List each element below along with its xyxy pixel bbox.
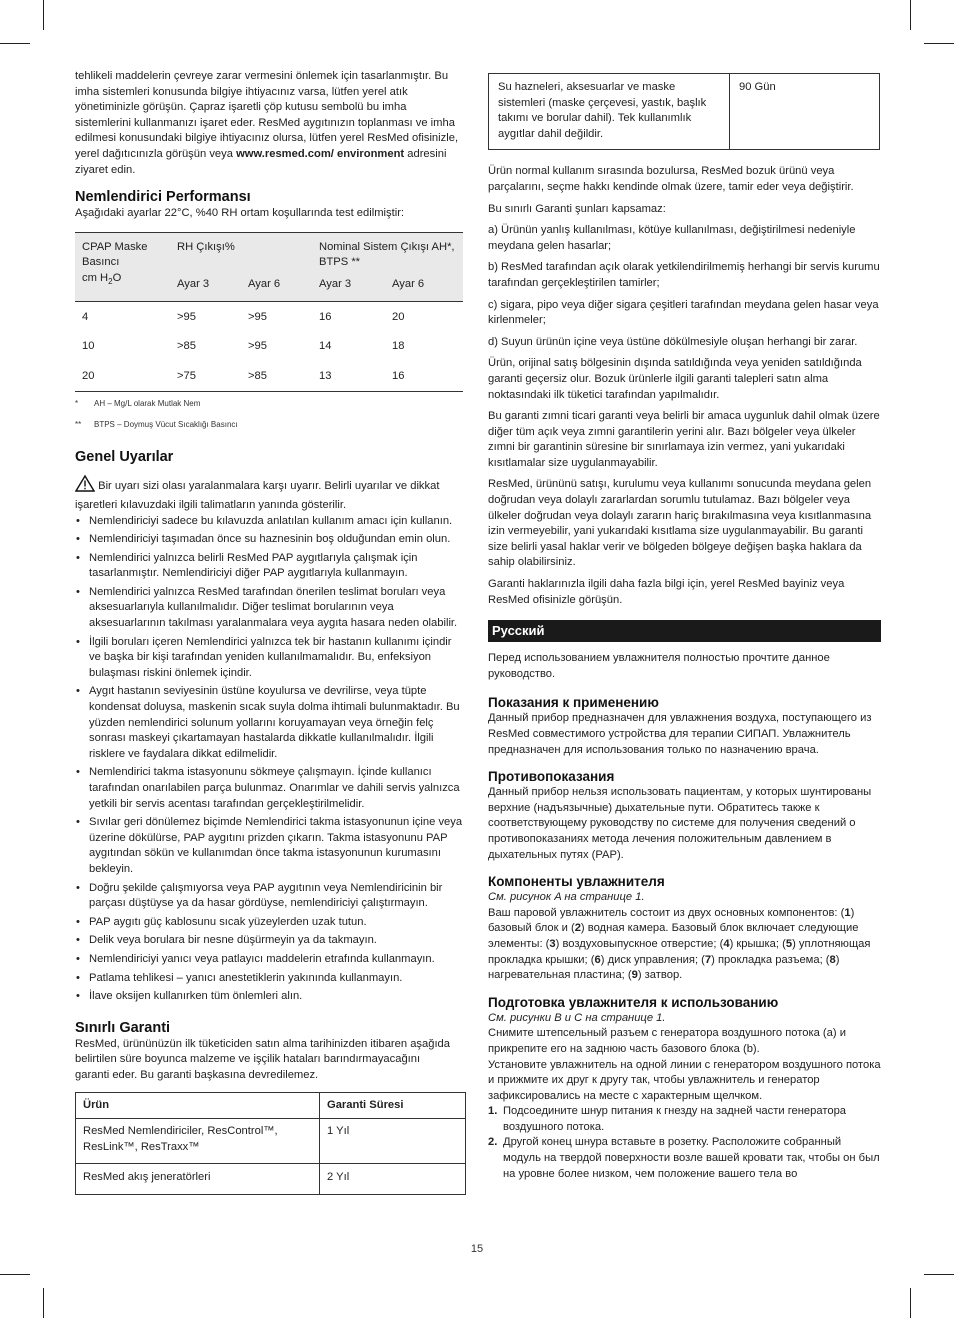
table-cell: 14 [319, 340, 332, 353]
list-item: • Patlama tehlikesi – yanıcı anestetiklerin yakınında kullanmayın. [75, 971, 465, 987]
crop-mark [0, 43, 30, 44]
warranty-table [75, 1092, 466, 1195]
list-item: • Aygıt hastanın seviyesinin üstüne koyulursa ve devrilirse, veya tüpte kondensat doluysa, maskenin sıcak suyla dolma ihtimali bulunmaktadır. Bu yüzden nemlendirici solunum yollarını koruyamayan veya örneğin felç sonrası maskeyi çıkartamayan hastalarda dikkatle kullanılmalıdır. İlgili risklere ve faydalara dikkat edilmelidir. [75, 684, 465, 762]
list-item: • Nemlendirici yalnızca belirli ResMed PAP aygıtlarıyla çalışmak için tasarlanmıştır. Nemlendiriciyi diğer PAP aygıtlarıyla kullanmayın. [75, 551, 465, 582]
warning-triangle-icon [75, 475, 95, 498]
table-cell: 18 [392, 340, 405, 353]
paragraph: Ürün, orijinal satış bölgesinin dışında satıldığında veya yeniden satıldığında garanti geçersiz olur. Bozuk ürünlerle ilgili garanti talepleri satın alma noktasındaki ilk tüketici tarafından yapılmalıdır. [488, 357, 862, 401]
warranty-heading: Sınırlı Garanti [75, 1019, 171, 1036]
list-item: • Nemlendiriciyi sadece bu kılavuzda anlatılan kullanım amacı için kullanın. [75, 514, 465, 530]
paragraph: Ürün normal kullanım sırasında bozulursa, ResMed bozuk ürünü veya parçalarını, seçme hakkı kendinde olmak üzere, tamir eder veya değiştirir. [488, 165, 854, 193]
table-cell: 4 [75, 301, 170, 331]
warnings-intro: Bir uyarı sizi olası yaralanmalara karşı uyarır. Belirli uyarılar ve dikkat işaretleri kılavuzdaki ilgili talimatların yanında gösterilir. [75, 475, 465, 513]
paragraph: c) sigara, pipo veya diğer sigara çeşitleri tarafından meydana gelen hasar veya kirlenmeler; [488, 298, 879, 327]
performance-subtitle: Aşağıdaki ayarlar 22°C, %40 RH ortam koşullarında test edilmiştir: [75, 207, 405, 220]
performance-table [75, 232, 463, 393]
paragraph: d) Suyun ürünün içine veya üstüne dökülmesiyle oluşan herhangi bir zarar. [488, 335, 858, 348]
table-row [75, 301, 463, 331]
crop-mark [924, 1274, 954, 1275]
warranty-table-continued [488, 73, 880, 150]
table-cell: ResMed Nemlendiriciler, ResControl™, ResLink™, ResTraxx™ [76, 1119, 320, 1164]
crop-mark [910, 1288, 911, 1318]
crop-mark [924, 43, 954, 44]
paragraph: Bu garanti zımni ticari garanti veya belirli bir amaca uygunluk dahil olmak üzere diğer tüm açık veya zımni garantilerin yerini alır. Bazı bölgeler veya ülkeler zımni bir garantinin süresine bir sınırlamaya izin vermez, yani yukarıdaki kısıtlamalar size uygulanmayabilir. [488, 410, 880, 469]
subheader-cell: Ayar 3 [319, 277, 352, 290]
table-cell: 2 Yıl [320, 1164, 466, 1195]
table-cell: >95 [170, 301, 241, 331]
intro-tail: adresini ziyaret edin. [75, 147, 447, 176]
table-cell: 10 [82, 340, 95, 353]
table-row [75, 361, 463, 392]
list-item: 1. Подсоедините шнур питания к гнезду на задней части генератора воздушного потока. [488, 1105, 847, 1133]
list-item: 2. Другой конец шнура вставьте в розетку. Расположите собранный модуль на твердой поверхности возле вашей кровати так, чтобы он был на уровне более низком, чем положение вашего тела во [488, 1136, 880, 1180]
table-cell: >85 [241, 361, 312, 392]
components-heading: Компоненты увлажнителя [488, 874, 665, 890]
table-cell: 13 [312, 361, 385, 392]
indications-heading: Показания к применению [488, 695, 659, 711]
list-item: • Sıvılar geri dönülemez biçimde Nemlendirici takma istasyonunun içine veya üzerine dökülürse, PAP aygıtını prizden çıkarın. Takma istasyonunu PAP aygıtından sökün ve kullanımdan önce takma istasyonunun kurumasını bekleyin. [75, 815, 465, 877]
preparation-text: Установите увлажнитель на одной линии с генератором воздушного потока и прижмите их друг к другу так, чтобы увлажнитель и генератор зафиксировались на месте с характерным щелчком. [488, 1058, 881, 1102]
subheader-cell: Ayar 6 [392, 277, 425, 290]
russian-intro: Перед использованием увлажнителя полностью прочтите данное руководство. [488, 652, 830, 680]
list-item: • Nemlendirici yalnızca ResMed tarafından önerilen teslimat boruları veya aksesuarlarıyla kullanılmalıdır. Diğer teslimat borularının veya aksesuarlarının takılması yaralanmalara veya aygıta hasara neden olabilir. [75, 585, 465, 632]
table-row [76, 1164, 466, 1195]
crop-mark [43, 0, 44, 30]
page-number: 15 [470, 1243, 484, 1255]
list-item: • İlgili boruları içeren Nemlendirici yalnızca tek bir hastanın kullanımı içindir ve başka bir kişi tarafından yeniden kullanılmamalıdır. Bu, enfeksiyon bulaşması riskini önlemek içindir. [75, 635, 465, 682]
table-cell: >75 [170, 361, 241, 392]
paragraph: Garanti haklarınızla ilgili daha fazla bilgi için, yerel ResMed bayiniz veya ResMed ofisinizle görüşün. [488, 578, 845, 606]
table-cell: Su hazneleri, aksesuarlar ve maske sistemleri (maske çerçevesi, yastık, başlık takımı ve borular dahil). Tek kullanımlık aygıtlar dahil değildir. [489, 74, 730, 150]
pressure-header: CPAP Maske Basıncı cm $H_2O$ [75, 232, 170, 301]
table-cell: ResMed akış jeneratörleri [76, 1164, 320, 1195]
table-cell: >95 [241, 301, 312, 331]
rh-output-header: RH Çıkışı% [170, 232, 312, 271]
crop-mark [43, 1288, 44, 1318]
warranty-header-row [76, 1092, 466, 1119]
warnings-heading: Genel Uyarılar [75, 449, 174, 466]
performance-header-row [75, 232, 463, 271]
list-item: • PAP aygıtı güç kablosunu sıcak yüzeylerden uzak tutun. [75, 915, 465, 931]
footnote-btps: ** BTPS – Doymuş Vücut Sıcaklığı Basıncı [75, 420, 238, 430]
language-band-russian: Русский [488, 620, 881, 642]
table-cell: 16 [312, 301, 385, 331]
subheader-cell: Ayar 6 [248, 277, 281, 290]
list-item: • Nemlendiriciyi taşımadan önce su haznesinin boş olduğundan emin olun. [75, 532, 465, 548]
footnote-ah: * AH – Mg/L olarak Mutlak Nem [75, 399, 201, 409]
paragraph: a) Ürünün yanlış kullanılması, kötüye kullanılması, değiştirilmesi nedeniyle meydana gelen hasarlar; [488, 224, 856, 252]
preparation-steps [488, 1104, 881, 1182]
table-cell: 16 [385, 361, 463, 392]
performance-heading: Nemlendirici Performansı [75, 189, 251, 206]
paragraph: b) ResMed tarafından açık olarak yetkilendirilmemiş herhangi bir servis kurumu tarafından gerçekleştirilen tamirler; [488, 261, 880, 289]
indications-text: Данный прибор предназначен для увлажнения воздуха, поступающего из ResMed совместимого устройства для терапии СИПАП. Увлажнитель предназначен для использования только по назначению врача. [488, 712, 872, 756]
preparation-heading: Подготовка увлажнителя к использованию [488, 994, 779, 1010]
nominal-output-header: Nominal Sistem Çıkışı AH*, BTPS ** [312, 232, 463, 271]
table-cell: >85 [177, 340, 196, 353]
intro-paragraph [75, 69, 465, 178]
table-cell: 1 Yıl [320, 1119, 466, 1164]
list-item: • Delik veya borulara bir nesne düşürmeyin ya da takmayın. [75, 933, 465, 949]
table-cell: 20 [385, 301, 463, 331]
preparation-figure-ref: См. рисунки B и C на странице 1. [488, 1011, 666, 1024]
components-figure-ref: См. рисунок A на странице 1. [488, 891, 645, 904]
warranty-intro: ResMed, ürününüzün ilk tüketiciden satın alma tarihinizden itibaren aşağıda belirtilen süre boyunca malzeme ve işçilik hataları barındırmayacağını garanti eder. Bu garanti başkasına devredilemez. [75, 1037, 450, 1081]
table-cell: >95 [248, 340, 267, 353]
warnings-list [75, 514, 465, 1005]
paragraph: Bu sınırlı Garanti şunları kapsamaz: [488, 202, 666, 215]
contraindications-heading: Противопоказания [488, 769, 615, 785]
intro-text: tehlikeli maddelerin çevreye zarar vermesini önlemek için tasarlanmıştır. Bu imha sistemleri konusunda bilgiye ihtiyacınız varsa, lütfen yerel atık yönetiminizle görüşün. Çapraz işaretli çöp kutusu sembolü bu imha sistemlerini kullanmanızı işaret eder. ResMed aygıtınızın toplanması ve imha edilmesi konusundaki bilgiye ihtiyacınız olursa, lütfen yerel ResMed ofisinizle, yerel dağıtıcınızla görüşün veya [75, 70, 459, 160]
subheader-cell: Ayar 3 [177, 277, 210, 290]
table-cell: 90 Gün [730, 74, 880, 150]
crop-mark [0, 1274, 30, 1275]
product-header: Ürün [76, 1092, 320, 1119]
contraindications-text: Данный прибор нельзя использовать пациентам, у которых шунтированы верхние (надъязычные) дыхательные пути. Обратитесь также к соответствующему руководству по системе для получения сведений о противопоказаниях метода лечения положительным давлением в дыхательных путях (PAP). [488, 786, 872, 861]
period-header: Garanti Süresi [320, 1092, 466, 1119]
list-item: • Doğru şekilde çalışmıyorsa veya PAP aygıtının veya Nemlendiricinin bir parçası düştüyse ya da hasar gördüyse, nemlendiriciyi çalıştırmayın. [75, 881, 465, 912]
list-item: • Nemlendirici takma istasyonunu sökmeye çalışmayın. İçinde kullanıcı tarafından onarılabilen parça bulunmaz. Onarımlar ve dahili servis yalnızca yetkili bir servis acentası tarafından gerçekleştirilmelidir. [75, 765, 465, 812]
table-cell: 20 [75, 361, 170, 392]
right-column [488, 73, 881, 1182]
paragraph: ResMed, ürününü satışı, kurulumu veya kullanımı sonucunda meydana gelen doğrudan veya dolaylı zararlardan sorumlu tutulamaz. Bazı bölgeler veya ülkeler doğrudan veya dolaylı zararın hariç bırakılmasına veya kısıtlanmasına izin vermeyebilir, yani yukarıdaki kısıtlama size uygulanmayabilir. Bu garanti size belirli yasal haklar verir ve bölgeden bölgeye değişen başka haklara da sahip olabilirsiniz. [488, 478, 872, 569]
table-row [75, 331, 463, 361]
list-item: • Nemlendiriciyi yanıcı veya patlayıcı maddelerin etrafında kullanmayın. [75, 952, 465, 968]
list-item: • İlave oksijen kullanırken tüm önlemleri alın. [75, 989, 465, 1005]
table-row [489, 74, 880, 150]
crop-mark [910, 0, 911, 30]
left-column [75, 69, 465, 1195]
components-text: Ваш паровой увлажнитель состоит из двух основных компонентов: (1) базовый блок и (2) водная камера. Базовый блок включает следующие элементы: (3) воздуховыпускное отверстие; (4) крышка; (5) уплотняющая прокладка крышки; (6) диск управления; (7) прокладка разъема; (8) нагревательная пластина; (9) затвор. [488, 906, 871, 982]
table-row [76, 1119, 466, 1164]
resmed-link[interactable]: www.resmed.com/ environment [236, 147, 405, 160]
preparation-text: Снимите штепсельный разъем с генератора воздушного потока (a) и прикрепите его на заднюю часть базового блока (b). [488, 1027, 846, 1055]
